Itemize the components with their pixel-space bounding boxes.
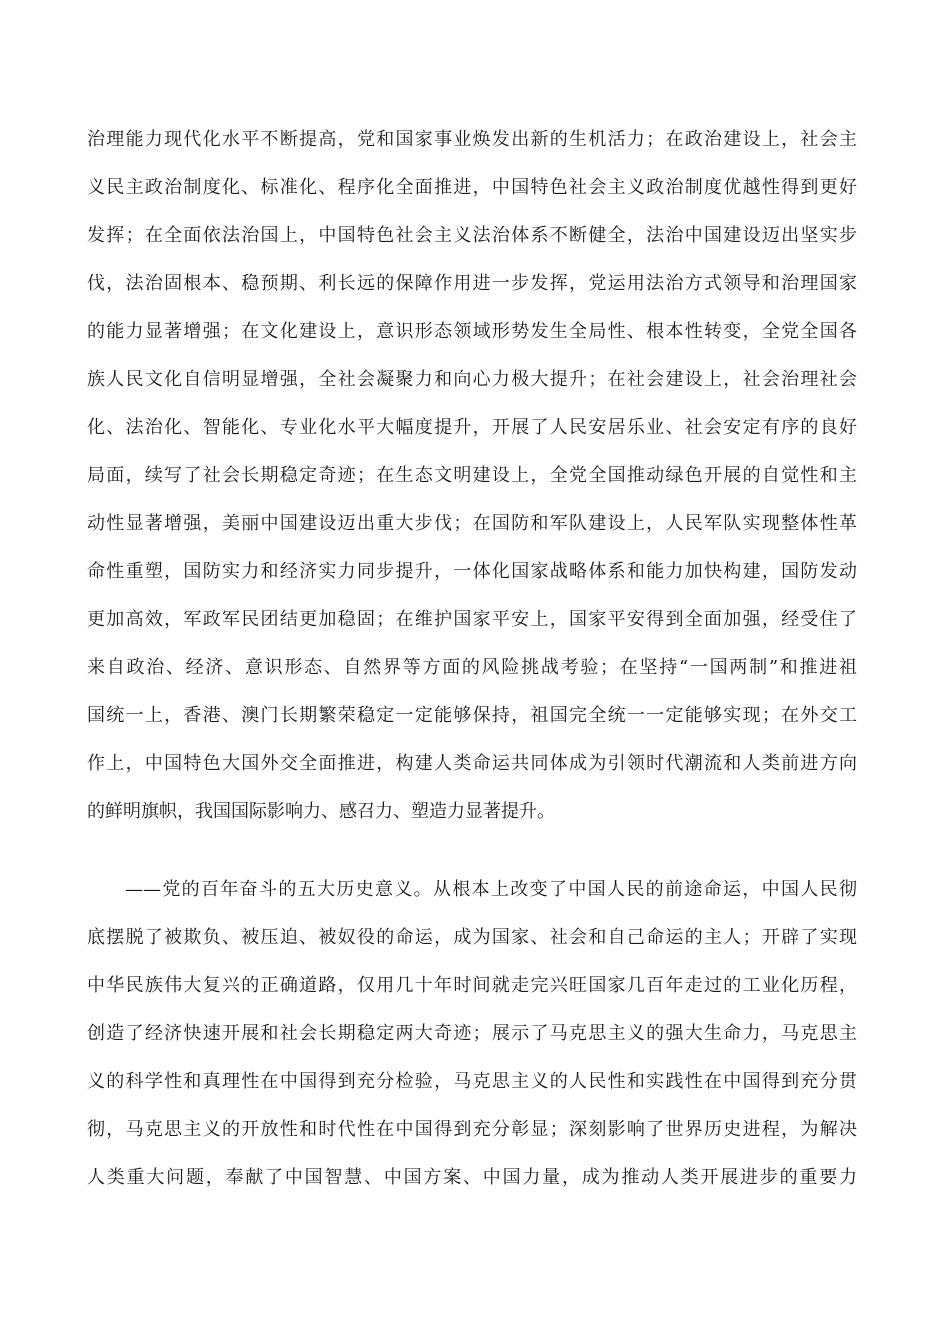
paragraph-line: 人类重大问题，奉献了中国智慧、中国方案、中国力量，成为推动人类开展进步的重要力 <box>87 1167 857 1188</box>
paragraph-line: ——党的百年奋斗的五大历史意义。从根本上改变了中国人民的前途命运，中国人民彻 <box>125 879 857 900</box>
paragraph-line: 底摆脱了被欺负、被压迫、被奴役的命运，成为国家、社会和自己命运的主人；开辟了实现 <box>87 927 857 948</box>
paragraph-line: 族人民文化自信明显增强，全社会凝聚力和向心力极大提升；在社会建设上，社会治理社会 <box>87 369 857 390</box>
paragraph-line: 创造了经济快速开展和社会长期稳定两大奇迹；展示了马克思主义的强大生命力，马克思主 <box>87 1023 857 1044</box>
paragraph-line: 彻，马克思主义的开放性和时代性在中国得到充分彰显；深刻影响了世界历史进程，为解决 <box>87 1119 857 1140</box>
paragraph-line: 的能力显著增强；在文化建设上，意识形态领域形势发生全局性、根本性转变，全党全国各 <box>87 321 857 342</box>
paragraph-line: 动性显著增强，美丽中国建设迈出重大步伐；在国防和军队建设上，人民军队实现整体性革 <box>87 513 857 534</box>
paragraph-line: 命性重塑，国防实力和经济实力同步提升，一体化国家战略体系和能力加快构建，国防发动 <box>87 561 857 582</box>
paragraph-line: 的鲜明旗帜，我国国际影响力、感召力、塑造力显著提升。 <box>87 801 555 822</box>
paragraph-line: 义民主政治制度化、标准化、程序化全面推进，中国特色社会主义政治制度优越性得到更好 <box>87 177 857 198</box>
paragraph-line: 来自政治、经济、意识形态、自然界等方面的风险挑战考验；在坚持“一国两制”和推进祖 <box>87 657 857 678</box>
paragraph-line: 作上，中国特色大国外交全面推进，构建人类命运共同体成为引领时代潮流和人类前进方向 <box>87 753 857 774</box>
paragraph-line: 治理能力现代化水平不断提高，党和国家事业焕发出新的生机活力；在政治建设上，社会主 <box>87 129 857 150</box>
paragraph-line: 国统一上，香港、澳门长期繁荣稳定一定能够保持，祖国完全统一一定能够实现；在外交工 <box>87 705 857 726</box>
paragraph-line: 伐，法治固根本、稳预期、利长远的保障作用进一步发挥，党运用法治方式领导和治理国家 <box>87 273 857 294</box>
paragraph-line: 中华民族伟大复兴的正确道路，仅用几十年时间就走完兴旺国家几百年走过的工业化历程， <box>87 975 857 996</box>
paragraph-line: 局面，续写了社会长期稳定奇迹；在生态文明建设上，全党全国推动绿色开展的自觉性和主 <box>87 465 857 486</box>
paragraph-line: 更加高效，军政军民团结更加稳固；在维护国家平安上，国家平安得到全面加强，经受住了 <box>87 609 857 630</box>
paragraph-line: 义的科学性和真理性在中国得到充分检验，马克思主义的人民性和实践性在中国得到充分贯 <box>87 1071 857 1092</box>
paragraph-line: 发挥；在全面依法治国上，中国特色社会主义法治体系不断健全，法治中国建设迈出坚实步 <box>87 225 857 246</box>
paragraph-line: 化、法治化、智能化、专业化水平大幅度提升，开展了人民安居乐业、社会安定有序的良好 <box>87 417 857 438</box>
